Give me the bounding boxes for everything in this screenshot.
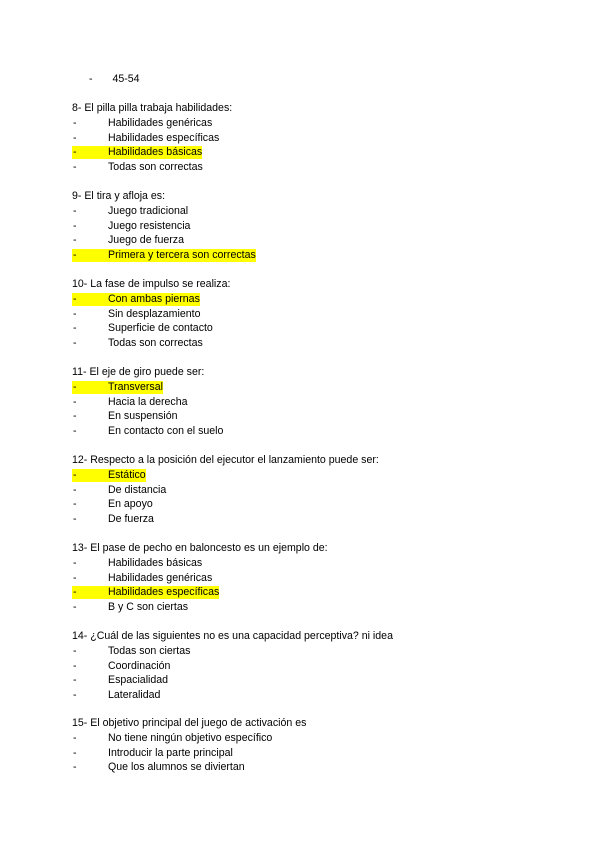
option-text: Habilidades genéricas: [108, 571, 213, 584]
option-item: [72, 760, 572, 775]
option-text: Transversal: [89, 381, 163, 394]
option-item: [72, 746, 572, 761]
option-text: Sin desplazamiento: [108, 307, 201, 320]
option-item: [72, 307, 572, 322]
option-list: [72, 731, 572, 775]
option-text: Hacia la derecha: [108, 395, 188, 408]
option-text: Todas son correctas: [108, 161, 203, 174]
option-list: [72, 468, 572, 527]
question-text: 11- El eje de giro puede ser:: [72, 366, 205, 378]
option-dash: -: [73, 219, 77, 232]
option-dash: -: [73, 689, 77, 702]
option-dash: -: [73, 161, 77, 174]
option-dash: -: [72, 146, 91, 159]
option-dash: -: [72, 381, 91, 394]
option-dash: -: [73, 131, 77, 144]
question-text: 10- La fase de impulso se realiza:: [72, 278, 231, 290]
option-item: [72, 512, 572, 527]
option-item: [72, 204, 572, 219]
option-item-highlighted: [72, 380, 572, 395]
question-text: 13- El pase de pecho en baloncesto es un ejemplo de:: [72, 542, 328, 554]
option-text: No tiene ningún objetivo específico: [108, 732, 273, 744]
option-text: En suspensión: [108, 410, 178, 423]
option-item: [72, 571, 572, 586]
option-text: Habilidades genéricas: [108, 117, 213, 129]
option-dash: -: [73, 307, 77, 320]
option-dash: -: [73, 498, 77, 511]
option-item: [72, 659, 572, 674]
option-item: [72, 321, 572, 336]
option-dash: -: [73, 659, 77, 672]
question-12: [72, 453, 572, 527]
option-text: Habilidades básicas: [89, 146, 202, 159]
option-list: [72, 644, 572, 703]
option-text: Superficie de contacto: [108, 322, 213, 335]
option-dash: -: [89, 73, 93, 85]
question-11: [72, 365, 572, 439]
question-15: [72, 716, 572, 775]
option-dash: -: [73, 645, 77, 657]
option-dash: -: [73, 395, 77, 408]
question-14: [72, 629, 572, 703]
option-dash: -: [72, 586, 91, 599]
option-item-highlighted: [72, 585, 572, 600]
option-text: De distancia: [108, 483, 167, 496]
option-text: Todas son ciertas: [108, 645, 191, 657]
option-list: [72, 556, 572, 615]
question-9: [72, 189, 572, 263]
option-dash: -: [73, 337, 77, 350]
option-text: B y C son ciertas: [108, 601, 189, 614]
option-item: [72, 688, 572, 703]
option-text: 45-54: [112, 73, 140, 85]
option-dash: -: [73, 234, 77, 247]
option-item: [72, 233, 572, 248]
question-text: 12- Respecto a la posición del ejecutor el lanzamiento puede ser:: [72, 454, 379, 466]
option-text: Habilidades específicas: [108, 131, 220, 144]
question-10: [72, 277, 572, 351]
question-text: 8- El pilla pilla trabaja habilidades:: [72, 102, 233, 114]
option-item-highlighted: [72, 468, 572, 483]
option-dash: -: [73, 205, 77, 217]
option-item: [72, 497, 572, 512]
option-item: [72, 424, 572, 439]
option-item: [72, 600, 572, 615]
option-item: [72, 336, 572, 351]
option-text: En apoyo: [108, 498, 153, 511]
leading-option: [89, 72, 140, 87]
option-text: Espacialidad: [108, 674, 169, 687]
option-item-highlighted: [72, 145, 572, 160]
option-text: Lateralidad: [108, 689, 161, 702]
option-text: Con ambas piernas: [89, 293, 200, 306]
option-dash: -: [72, 469, 91, 482]
option-text: Habilidades básicas: [108, 557, 203, 569]
option-dash: -: [73, 322, 77, 335]
option-text: Coordinación: [108, 659, 171, 672]
question-text: 15- El objetivo principal del juego de activación es: [72, 717, 307, 729]
option-item: [72, 160, 572, 175]
option-dash: -: [73, 746, 77, 759]
option-dash: -: [73, 557, 77, 569]
option-dash: -: [73, 513, 77, 526]
question-text: 9- El tira y afloja es:: [72, 190, 166, 202]
option-item: [72, 556, 572, 571]
option-item-highlighted: [72, 248, 572, 263]
option-dash: -: [73, 410, 77, 423]
option-text: Habilidades específicas: [89, 586, 219, 599]
option-dash: -: [73, 425, 77, 438]
option-dash: -: [73, 483, 77, 496]
option-dash: -: [73, 674, 77, 687]
option-dash: -: [72, 293, 91, 306]
option-item: [72, 116, 572, 131]
option-dash: -: [73, 732, 77, 744]
option-text: Todas son correctas: [108, 337, 203, 350]
option-text: Estático: [89, 469, 146, 482]
option-item: [72, 731, 572, 746]
question-text: 14- ¿Cuál de las siguientes no es una capacidad perceptiva? ni idea: [72, 630, 393, 642]
option-item: [72, 395, 572, 410]
question-8: [72, 101, 572, 175]
question-13: [72, 541, 572, 615]
option-text: Juego resistencia: [108, 219, 191, 232]
option-text: Que los alumnos se diviertan: [108, 761, 245, 774]
option-item: [72, 483, 572, 498]
option-item: [72, 131, 572, 146]
option-item: [72, 219, 572, 234]
option-item: [72, 409, 572, 424]
option-text: Juego tradicional: [108, 205, 189, 217]
option-text: Juego de fuerza: [108, 234, 184, 247]
option-dash: -: [73, 761, 77, 774]
option-list: [72, 292, 572, 351]
option-list: [72, 116, 572, 175]
option-item: [72, 673, 572, 688]
option-dash: -: [72, 249, 91, 262]
option-item-highlighted: [72, 292, 572, 307]
option-dash: -: [73, 601, 77, 614]
option-dash: -: [73, 571, 77, 584]
option-item: [72, 644, 572, 659]
option-list: [72, 204, 572, 263]
option-list: [72, 380, 572, 439]
option-dash: -: [73, 117, 77, 129]
option-text: En contacto con el suelo: [108, 425, 224, 438]
option-text: Primera y tercera son correctas: [89, 249, 256, 262]
option-text: De fuerza: [108, 513, 154, 526]
option-text: Introducir la parte principal: [108, 746, 233, 759]
